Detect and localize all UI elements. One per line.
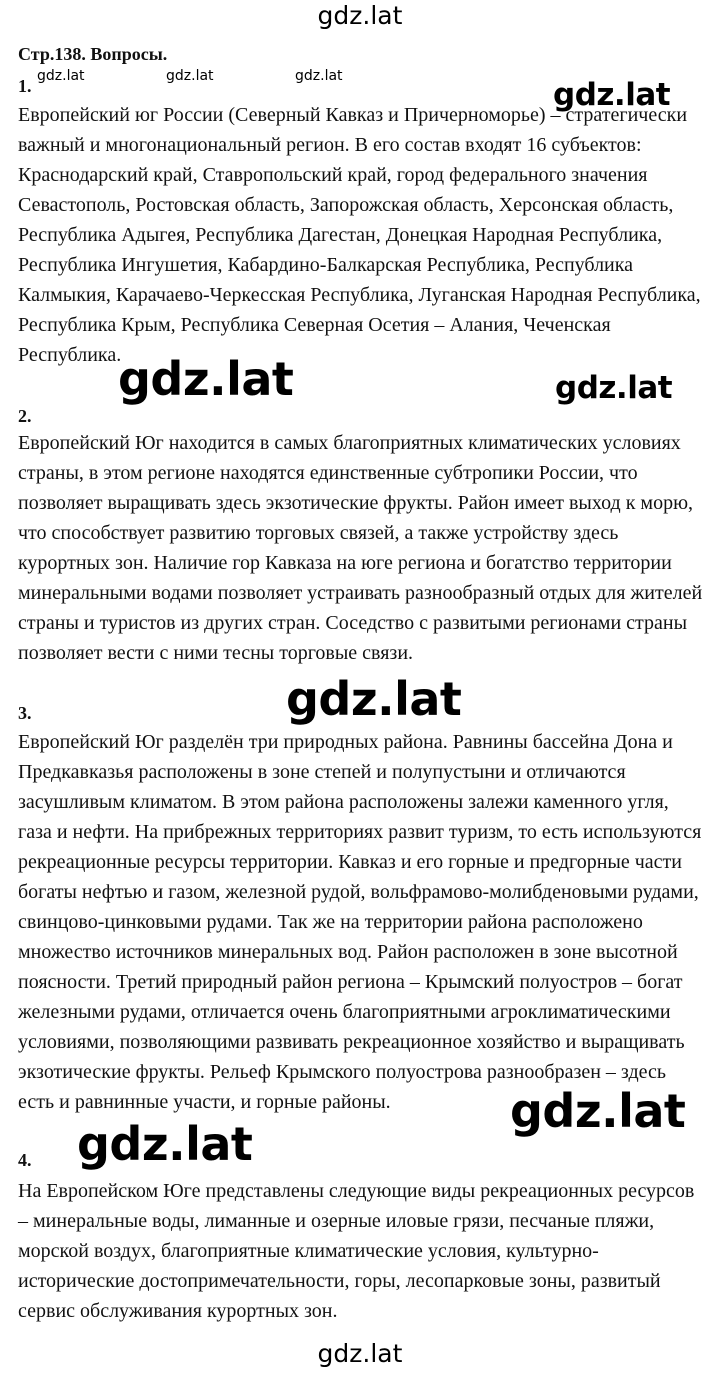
watermark-overlay: gdz.lat [553,77,671,113]
text-line: важный и многонациональный регион. В его состав входят 16 субъектов: [18,134,642,156]
text-line: что способствует развитию торговых связей, а также устройству здесь [18,522,619,544]
text-line: морской воздух, благоприятные климатические условия, культурно- [18,1240,599,1262]
page-title: Стр.138. Вопросы. [18,44,168,64]
text-line: газа и нефти. На прибрежных территориях развит туризм, то есть используются [18,821,702,843]
text-line: сервис обслуживания курортных зон. [18,1300,338,1322]
question-number: 3. [18,703,32,723]
text-line: позволяет выращивать здесь экзотические фрукты. Район имеет выход к морю, [18,492,694,514]
answer-paragraph [18,727,710,1117]
text-line: условиями, позволяющими развивать рекреационное хозяйство и выращивать [18,1031,685,1053]
text-line: железными рудами, отличается очень благоприятными агроклиматическими [18,1001,671,1023]
text-line: Европейский юг России (Северный Кавказ и Причерноморье) – стратегически [18,104,688,126]
text-line: Республика Крым, Республика Северная Осетия – Алания, Чеченская [18,314,611,336]
answer-paragraph [18,428,710,668]
text-line: Предкавказья расположены в зоне степей и полупустыни и отличаются [18,761,626,783]
watermark-small: gdz.lat [295,68,343,84]
watermark-overlay: gdz.lat [286,672,462,726]
text-line: свинцово-цинковыми рудами. Так же на территории района расположено [18,911,643,933]
question-number: 1. [18,76,32,96]
text-line: На Европейском Юге представлены следующие виды рекреационных ресурсов [18,1180,695,1202]
text-line: курортных зон. Наличие гор Кавказа на юге региона и богатство территории [18,552,672,574]
text-line: засушливым климатом. В этом района расположены залежи каменного угля, [18,791,669,813]
watermark-header: gdz.lat [317,1,403,30]
answer-paragraph [18,100,710,370]
text-line: позволяет вести с ними тесны торговые связи. [18,642,414,664]
text-line: Европейский Юг находится в самых благоприятных климатических условиях [18,432,681,454]
answer-paragraph [18,1176,710,1326]
text-line: рекреационные ресурсы территории. Кавказ и его горные и предгорные части [18,851,682,873]
text-line: множество источников минеральных вод. Район расположен в зоне высотной [18,941,678,963]
text-line: Краснодарский край, Ставропольский край, город федерального значения [18,164,648,186]
text-line: – минеральные воды, лиманные и озерные иловые грязи, песчаные пляжи, [18,1210,655,1232]
text-line: поясности. Третий природный район региона – Крымский полуостров – богат [18,971,683,993]
text-line: Республика Адыгея, Республика Дагестан, Донецкая Народная Республика, [18,224,663,246]
text-line: страны и туристов из других стран. Соседство с развитыми регионами страны [18,612,688,634]
question-number: 2. [18,406,32,426]
text-line: Европейский Юг разделён три природных района. Равнины бассейна Дона и [18,731,673,753]
text-line: богаты нефтью и газом, железной рудой, вольфрамово-молибденовыми рудами, [18,881,699,903]
watermark-overlay: gdz.lat [118,352,294,406]
watermark-overlay: gdz.lat [510,1084,686,1138]
text-line: Республика. [18,344,122,366]
watermark-small: gdz.lat [37,68,85,84]
text-line: Калмыкия, Карачаево-Черкесская Республика, Луганская Народная Республика, [18,284,701,306]
text-line: страны, в этом регионе находятся единственные субтропики России, что [18,462,638,484]
watermark-overlay: gdz.lat [77,1117,253,1171]
text-line: минеральными водами позволяет устраивать разнообразный отдых для жителей [18,582,703,604]
watermark-small: gdz.lat [166,68,214,84]
text-line: есть и равнинные участи, и горные районы. [18,1091,391,1113]
text-line: Севастополь, Ростовская область, Запорожская область, Херсонская область, [18,194,674,216]
text-line: исторические достопримечательности, горы, лесопарковые зоны, развитый [18,1270,661,1292]
watermark-footer: gdz.lat [317,1339,403,1368]
text-line: экзотические фрукты. Рельеф Крымского полуострова разнообразен – здесь [18,1061,667,1083]
question-number: 4. [18,1150,32,1170]
watermark-overlay: gdz.lat [555,370,673,406]
text-line: Республика Ингушетия, Кабардино-Балкарская Республика, Республика [18,254,634,276]
